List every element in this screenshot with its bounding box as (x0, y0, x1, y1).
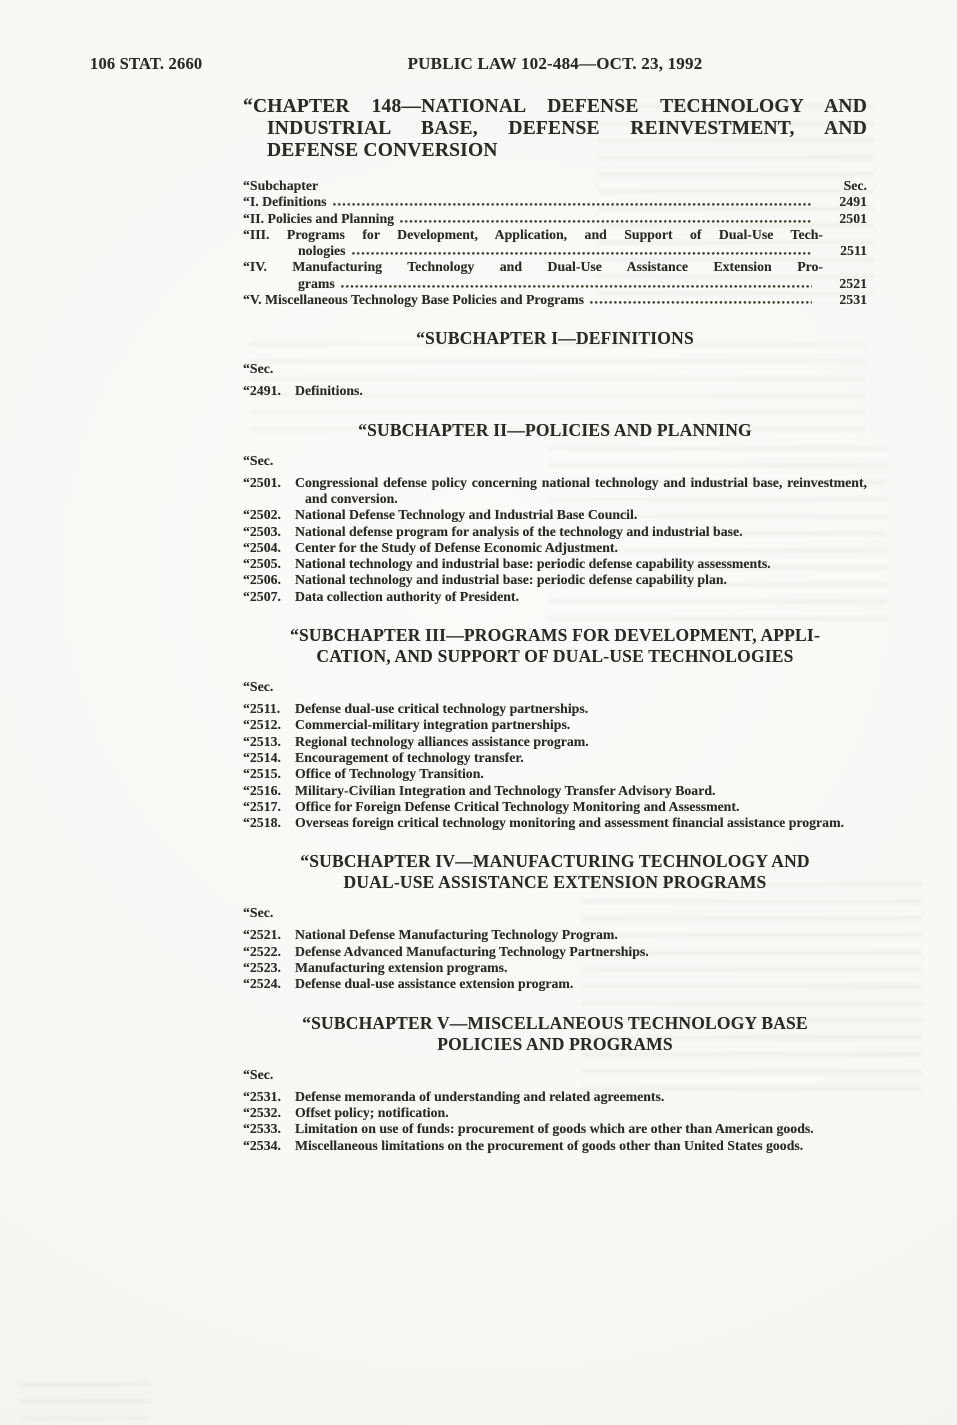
section-number: “2517. (243, 798, 281, 814)
sec-label: “Sec. (243, 361, 274, 377)
dotted-leader (333, 203, 812, 206)
section-entry (243, 717, 867, 733)
section-entry (243, 540, 867, 556)
section-entry (243, 734, 867, 750)
section-title: Regional technology alliances assistance program. (295, 733, 589, 749)
page-content (243, 96, 867, 1154)
section-list (243, 475, 867, 605)
section-title: Manufacturing extension programs. (295, 960, 508, 976)
section-entry (243, 572, 867, 588)
section-entry (243, 815, 867, 831)
section-title: Defense memoranda of understanding and related agreements. (295, 1088, 665, 1104)
section-entry (243, 766, 867, 782)
toc-entry-row (243, 243, 867, 259)
toc-header-row (243, 178, 867, 194)
section-list (243, 383, 867, 399)
section-title: National technology and industrial base: periodic defense capability assessments. (295, 556, 771, 572)
section-entry (243, 1121, 867, 1137)
subchapter-heading-line: “SUBCHAPTER III—PROGRAMS FOR DEVELOPMENT, APPLI- (290, 625, 820, 646)
chapter-heading-line: “CHAPTER 148—NATIONAL DEFENSE TECHNOLOGY AND (243, 96, 867, 117)
section-title: Defense Advanced Manufacturing Technology Partnerships. (295, 943, 649, 959)
section-number: “2522. (243, 943, 281, 959)
subchapter-analysis-2 (243, 420, 867, 605)
subchapter-table-of-contents (243, 178, 867, 308)
subchapter-heading (243, 625, 867, 667)
section-entry (243, 1105, 867, 1121)
sec-label: “Sec. (243, 1066, 274, 1082)
section-entry (243, 927, 867, 943)
section-entry (243, 960, 867, 976)
section-title: Definitions. (295, 383, 363, 399)
section-number: “2505. (243, 556, 281, 572)
toc-entry-label: “II. Policies and Planning (243, 210, 395, 226)
toc-entry-row (243, 276, 867, 292)
toc-entry-sec-number: 2511 (840, 243, 867, 259)
section-title: Overseas foreign critical technology monitoring and assessment financial assistance program. (295, 815, 845, 831)
section-title: Encouragement of technology transfer. (295, 749, 524, 765)
subchapter-analysis-3 (243, 625, 867, 831)
section-title: Commercial-military integration partnerships. (295, 717, 571, 733)
section-number: “2504. (243, 539, 281, 555)
section-number: “2532. (243, 1104, 281, 1120)
sec-label: “Sec. (243, 905, 274, 921)
toc-entry-row (243, 194, 867, 210)
toc-entry-text-line: “III. Programs for Development, Application, and Support of Dual-Use Tech- (243, 226, 823, 242)
section-title: Office of Technology Transition. (295, 766, 484, 782)
section-number: “2534. (243, 1137, 281, 1153)
section-entry (243, 589, 867, 605)
toc-entry-label: “I. Definitions (243, 194, 327, 210)
section-number: “2513. (243, 733, 281, 749)
toc-entry-text-line: “IV. Manufacturing Technology and Dual-Use Assistance Extension Pro- (243, 259, 823, 275)
section-title: National Defense Manufacturing Technology Program. (295, 927, 618, 943)
subchapter-heading (243, 1013, 867, 1055)
toc-header-sec: Sec. (843, 178, 867, 193)
section-number: “2523. (243, 960, 281, 976)
section-number: “2531. (243, 1088, 281, 1104)
subchapter-analysis-4 (243, 851, 867, 992)
section-entry (243, 556, 867, 572)
section-entry (243, 383, 867, 399)
section-title: Defense dual-use assistance extension program. (295, 976, 574, 992)
section-entry (243, 475, 867, 508)
section-title: Offset policy; notification. (295, 1104, 449, 1120)
section-title: Military-Civilian Integration and Technology Transfer Advisory Board. (295, 782, 716, 798)
section-entry (243, 976, 867, 992)
toc-header-subchapter: “Subchapter (243, 178, 319, 193)
section-number: “2516. (243, 782, 281, 798)
toc-entry-sec-number: 2531 (839, 292, 867, 308)
ink-specks (20, 1378, 150, 1420)
dotted-leader (400, 220, 812, 223)
section-entry (243, 750, 867, 766)
section-entry (243, 701, 867, 717)
section-number: “2502. (243, 507, 281, 523)
subchapter-analysis-1 (243, 328, 867, 399)
section-number: “2501. (243, 474, 281, 490)
section-title: National defense program for analysis of the technology and industrial base. (295, 523, 743, 539)
section-title: National Defense Technology and Industrial Base Council. (295, 507, 638, 523)
toc-entry-label: grams (298, 275, 335, 291)
toc-entry-row (243, 211, 867, 227)
section-entry (243, 524, 867, 540)
section-entry (243, 799, 867, 815)
section-entry (243, 944, 867, 960)
public-law-running-head: PUBLIC LAW 102-484—OCT. 23, 1992 (407, 54, 703, 73)
subchapter-heading-line: DUAL-USE ASSISTANCE EXTENSION PROGRAMS (343, 872, 767, 893)
section-number: “2515. (243, 766, 281, 782)
section-title: National technology and industrial base: periodic defense capability plan. (295, 572, 727, 588)
toc-entry-sec-number: 2501 (839, 210, 867, 226)
sec-label: “Sec. (243, 452, 274, 468)
section-number: “2524. (243, 976, 281, 992)
section-title: Data collection authority of President. (295, 588, 519, 604)
subchapter-analysis-5 (243, 1013, 867, 1154)
section-number: “2511. (243, 701, 281, 717)
subchapter-heading-line: POLICIES AND PROGRAMS (437, 1033, 673, 1054)
section-entry (243, 507, 867, 523)
toc-entry-label: nologies (298, 243, 346, 259)
sec-label: “Sec. (243, 679, 274, 695)
subchapter-heading (243, 328, 867, 349)
running-header (0, 54, 957, 76)
section-entry (243, 783, 867, 799)
toc-entry-row (243, 292, 867, 308)
section-title: Congressional defense policy concerning national technology and industrial base, reinvestment, and conversion. (295, 474, 867, 506)
section-number: “2506. (243, 572, 281, 588)
chapter-heading-line: DEFENSE CONVERSION (267, 140, 498, 161)
section-list (243, 701, 867, 831)
toc-entries (243, 194, 867, 308)
section-title: Office for Foreign Defense Critical Technology Monitoring and Assessment. (295, 798, 740, 814)
subchapter-heading-line: “SUBCHAPTER I—DEFINITIONS (416, 328, 694, 349)
section-number: “2507. (243, 588, 281, 604)
section-list (243, 1089, 867, 1154)
section-number: “2491. (243, 383, 281, 399)
section-number: “2512. (243, 717, 281, 733)
dotted-leader (590, 301, 812, 304)
section-list (243, 927, 867, 992)
section-title: Miscellaneous limitations on the procurement of goods other than United States goods. (295, 1137, 804, 1153)
subchapter-heading-line: “SUBCHAPTER V—MISCELLANEOUS TECHNOLOGY BASE (302, 1012, 808, 1033)
subchapter-heading-line: “SUBCHAPTER II—POLICIES AND PLANNING (358, 419, 752, 440)
chapter-heading (243, 96, 867, 162)
subchapter-heading-line: CATION, AND SUPPORT OF DUAL-USE TECHNOLOGIES (316, 646, 794, 667)
subchapter-heading (243, 851, 867, 893)
subchapter-heading-line: “SUBCHAPTER IV—MANUFACTURING TECHNOLOGY AND (300, 851, 810, 872)
section-number: “2533. (243, 1121, 281, 1137)
section-entry (243, 1138, 867, 1154)
dotted-leader (341, 285, 812, 288)
subchapter-heading (243, 420, 867, 441)
section-title: Center for the Study of Defense Economic Adjustment. (295, 539, 618, 555)
section-title: Limitation on use of funds: procurement of goods which are other than American goods. (295, 1121, 814, 1137)
section-number: “2503. (243, 523, 281, 539)
section-number: “2518. (243, 815, 281, 831)
toc-entry-sec-number: 2521 (839, 275, 867, 291)
statute-page-number: 106 STAT. 2660 (90, 54, 203, 73)
section-entry (243, 1089, 867, 1105)
dotted-leader (352, 252, 812, 255)
toc-entry-label: “V. Miscellaneous Technology Base Policies and Programs (243, 292, 584, 308)
chapter-heading-line: INDUSTRIAL BASE, DEFENSE REINVESTMENT, AND (267, 118, 867, 139)
toc-entry-sec-number: 2491 (839, 194, 867, 210)
section-title: Defense dual-use critical technology partnerships. (295, 701, 589, 717)
section-number: “2514. (243, 749, 281, 765)
section-number: “2521. (243, 927, 281, 943)
